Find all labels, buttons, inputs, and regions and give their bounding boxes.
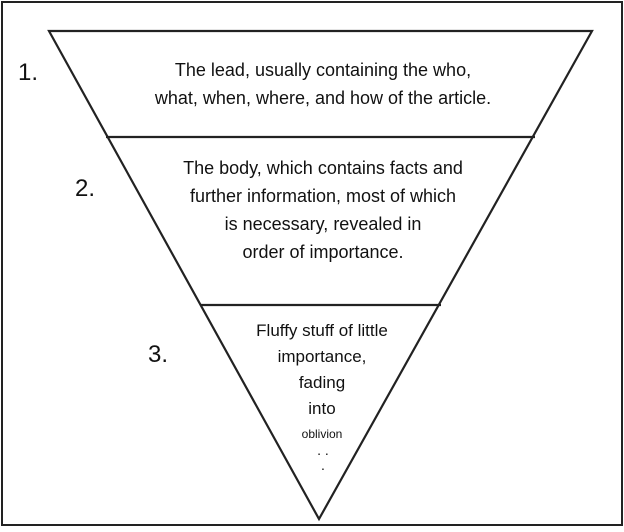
tail-dots: . xyxy=(321,457,325,473)
tail-text-line: into xyxy=(308,399,336,418)
section-number: 2. xyxy=(75,175,96,202)
tail-text-line: fading xyxy=(298,373,346,392)
tail-text-line: importance, xyxy=(277,347,367,366)
body-text-line: The body, which contains facts and xyxy=(183,158,463,178)
lead-text-line: what, when, where, and how of the article. xyxy=(154,88,492,108)
body-text-line: is necessary, revealed in xyxy=(224,214,422,234)
tail-text-line: oblivion xyxy=(301,427,343,441)
section-number: 3. xyxy=(148,341,169,368)
tail-text-line: Fluffy stuff of little xyxy=(256,321,388,340)
body-text-line: further information, most of which xyxy=(189,186,457,206)
lead-text-line: The lead, usually containing the who, xyxy=(174,60,472,80)
section-number: 1. xyxy=(18,59,39,86)
body-text-line: order of importance. xyxy=(242,242,404,262)
tail-dots: . . xyxy=(317,442,329,458)
